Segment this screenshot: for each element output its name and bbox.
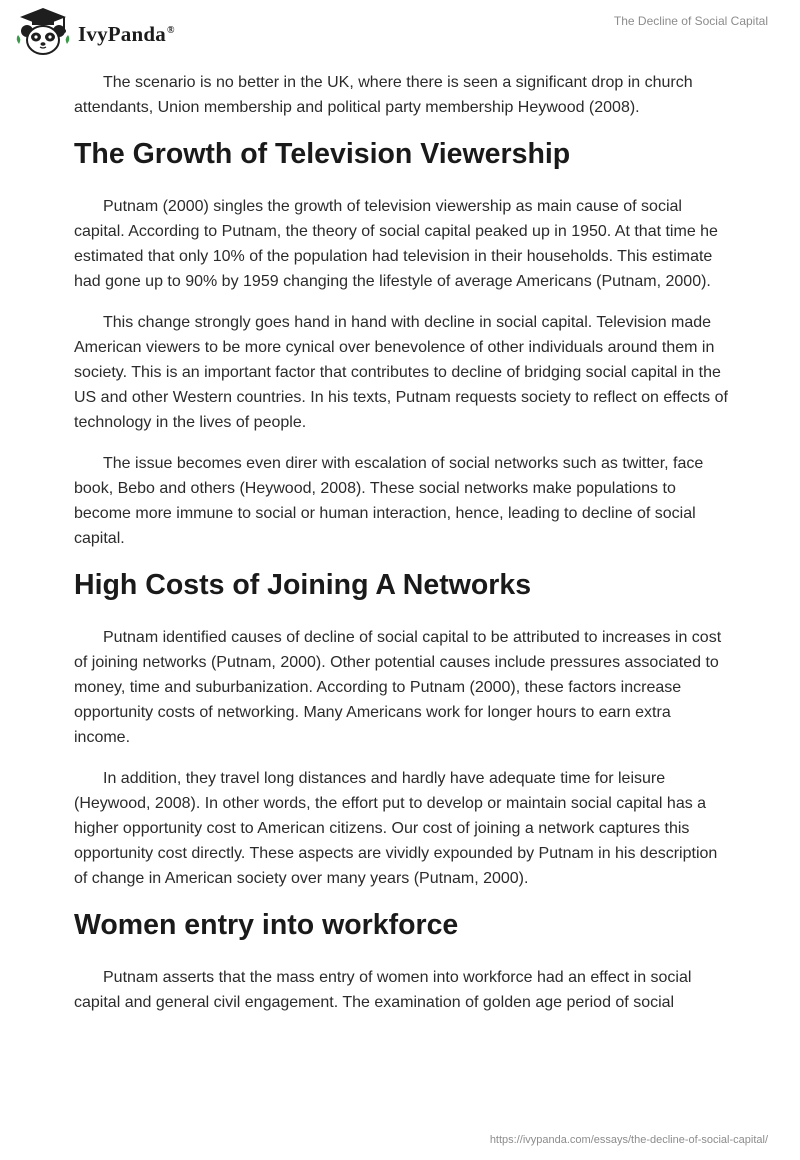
paragraph: The issue becomes even direr with escalation of social networks such as twitter, face book, Bebo and others (Heywood, 2008). These social networks make populations to become more immune to social or human interaction, hence, leading to decline of social capital. <box>74 455 704 547</box>
trademark-symbol: ® <box>166 25 175 36</box>
ivypanda-logo[interactable] <box>14 6 175 63</box>
section-heading: The Growth of Television Viewership <box>74 138 571 170</box>
section-heading: Women entry into workforce <box>74 909 459 941</box>
document-title: The Decline of Social Capital <box>613 14 768 28</box>
brand-text: IvyPanda <box>78 22 166 46</box>
paragraph: Putnam identified causes of decline of social capital to be attributed to increases in cost of joining networks (Putnam, 2000). Other potential causes include pressures associated to money, time and suburbanization. According to Putnam (2000), these factors increase opportunity costs of networking. Many Americans work for longer hours to earn extra income. <box>74 629 722 746</box>
paragraph: Putnam (2000) singles the growth of television viewership as main cause of social capital. According to Putnam, the theory of social capital peaked up in 1950. At that time he estimated that only 10% of the population had television in their households. This estimate had gone up to 90% by 1959 changing the lifestyle of average Americans (Putnam, 2000). <box>74 198 718 290</box>
paragraph: In addition, they travel long distances and hardly have adequate time for leisure (Heywood, 2008). In other words, the effort put to develop or maintain social capital has a higher opportunity cost to American citizens. Our cost of joining a network captures this opportunity cost directly. These aspects are vividly expounded by Putnam in his description of change in American society over many years (Putnam, 2000). <box>74 770 718 887</box>
paragraph: This change strongly goes hand in hand with decline in social capital. Television made American viewers to be more cynical over benevolence of other individuals around them in society. This is an important factor that contributes to decline of bridging social capital in the US and other Western countries. In his texts, Putnam requests society to reflect on effects of technology in the lives of people. <box>74 314 728 431</box>
essay-content <box>74 70 730 1031</box>
brand-name <box>78 22 175 47</box>
panda-graduate-icon <box>14 6 72 63</box>
section-heading: High Costs of Joining A Networks <box>74 569 532 601</box>
paragraph: Putnam asserts that the mass entry of women into workforce had an effect in social capital and general civil engagement. The examination of golden age period of social <box>74 969 692 1011</box>
source-url[interactable]: https://ivypanda.com/essays/the-decline-of-social-capital/ <box>489 1134 768 1146</box>
page-header <box>0 0 800 60</box>
paragraph: The scenario is no better in the UK, where there is seen a significant drop in church attendants, Union membership and political party membership Heywood (2008). <box>74 74 693 116</box>
